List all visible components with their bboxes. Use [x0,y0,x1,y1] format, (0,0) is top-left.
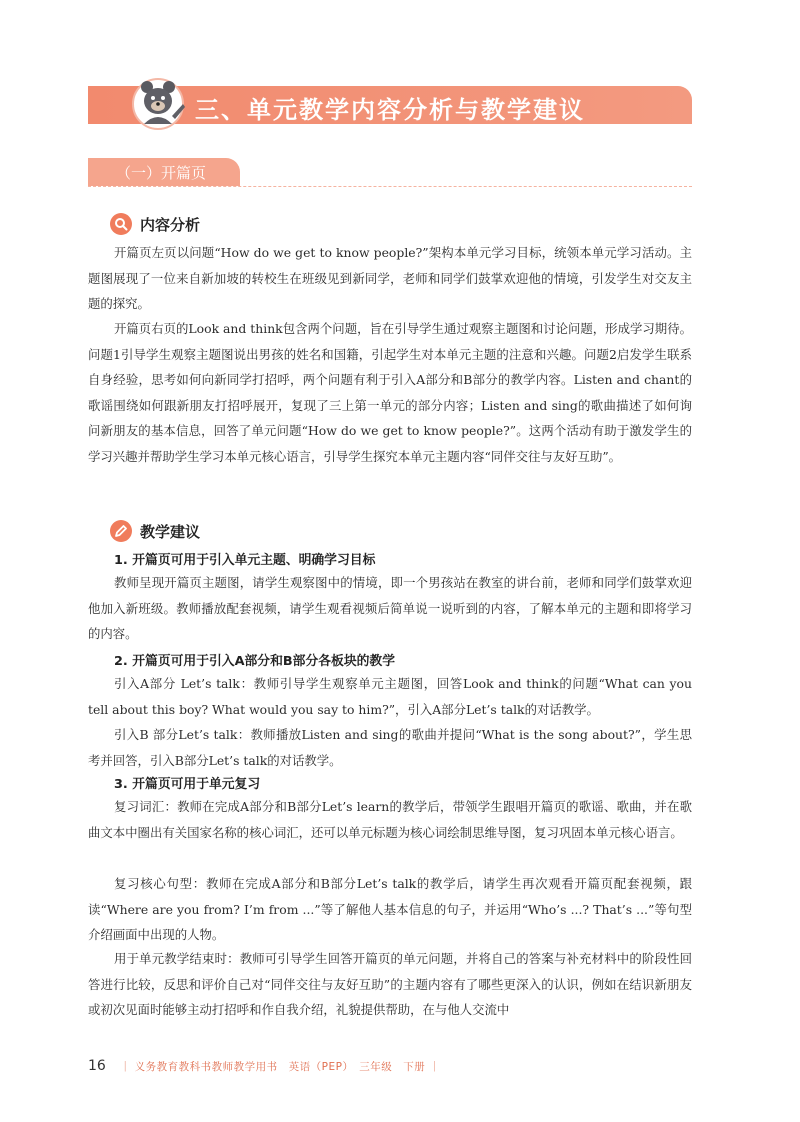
page-title: 三、单元教学内容分析与教学建议 [195,96,585,124]
suggestion-title: 3. 开篇页可用于单元复习 [114,777,261,792]
analysis-paragraph: 开篇页右页的Look and think包含两个问题，旨在引导学生通过观察主题图和讨论问题，形成学习期待。问题1引导学生观察主题图说出男孩的姓名和国籍，引起学生对本单元主题的注意和兴趣。问题2启发学生联系自身经验，思考如何向新同学打招呼，两个问题有利于引入A部分和B部分的教学内容。Listen and chant的歌谣围绕如何跟新朋友打招呼展开，复现了三上第一单元的部分内容；Listen and sing的歌曲描述了如何询问新朋友的基本信息，回答了单元问题“How do we get to know people?”。这两个活动有助于激发学生的学习兴趣并帮助学生学习本单元核心语言，引导学生探究本单元主题内容“同伴交往与友好互助”。 [88,321,692,464]
section-tab [88,158,240,186]
content-analysis-label: 内容分析 [140,215,201,234]
teaching-suggestions-heading [110,519,200,543]
suggestion-title: 1. 开篇页可用于引入单元主题、明确学习目标 [114,553,376,568]
suggestion-title: 2. 开篇页可用于引入A部分和B部分各板块的教学 [114,654,396,669]
analysis-paragraph: 开篇页左页以问题“How do we get to know people?”架构本单元学习目标，统领本单元学习活动。主题图展现了一位来自新加坡的转校生在班级见到新同学，老师和同学们鼓掌欢迎他的情境，引发学生对交友主题的探究。 [88,245,692,312]
page-footer [88,1056,440,1076]
section-divider [88,186,692,187]
suggestion-paragraph: 教师呈现开篇页主题图，请学生观察图中的情境，即一个男孩站在教室的讲台前，老师和同学们鼓掌欢迎他加入新班级。教师播放配套视频，请学生观看视频后简单说一说听到的内容，了解本单元的主题和即将学习的内容。 [88,575,692,642]
book-title: ｜ 义务教育教科书教师教学用书 英语（PEP） 三年级 下册 ｜ [119,1060,441,1073]
suggestion-paragraph: 引入B 部分Let’s talk：教师播放Listen and sing的歌曲并提问“What is the song about?”，学生思考并回答，引入B部分Let’s talk的对话教学。 [88,727,692,768]
page-number: 16 [88,1058,106,1074]
magnifier-icon [110,213,132,235]
teaching-suggestions-label: 教学建议 [140,522,201,541]
bear-mascot-icon [128,74,188,130]
pencil-icon [110,520,132,542]
suggestion-paragraph: 引入A部分 Let’s talk：教师引导学生观察单元主题图，回答Look and think的问题“What can you tell about this boy? What would you say to him?”，引入A部分Let’s talk的对话教学。 [88,676,692,717]
suggestion-paragraph: 用于单元教学结束时：教师可引导学生回答开篇页的单元问题，并将自己的答案与补充材料中的阶段性回答进行比较，反思和评价自己对“同伴交往与友好互助”的主题内容有了哪些更深入的认识，例如在结识新朋友或初次见面时能够主动打招呼和作自我介绍，礼貌提供帮助，在与他人交流中 [88,951,692,1018]
suggestion-paragraph: 复习核心句型：教师在完成A部分和B部分Let’s talk的教学后，请学生再次观看开篇页配套视频，跟读“Where are you from? I’m from ...”等了解他人基本信息的句子，并运用“Who’s ...? That’s ...”等句型介绍画面中出现的人物。 [88,876,692,943]
suggestion-paragraph: 复习词汇：教师在完成A部分和B部分Let’s learn的教学后，带领学生跟唱开篇页的歌谣、歌曲，并在歌曲文本中圈出有关国家名称的核心词汇，还可以单元标题为核心词绘制思维导图，复习巩固本单元核心语言。 [88,799,692,840]
content-analysis-heading [110,212,200,236]
section-title: （一）开篇页 [116,164,207,182]
